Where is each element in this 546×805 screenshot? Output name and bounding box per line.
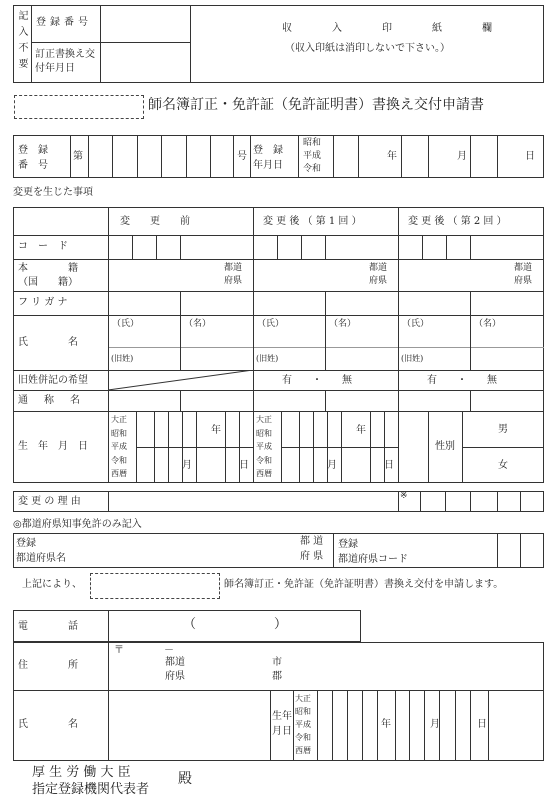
kinyu-fuyo-label: 記入不要 [16,10,27,74]
addr-city-1: 市 [272,657,282,668]
app-era-seireki: 西暦 [295,746,311,755]
birth-era-1-3: 令和 [256,455,272,465]
sei-after2: （氏） [402,319,430,329]
applicant-birth-cell-divider [424,690,425,761]
pref-note: ◎都道府県知事免許のみ記入 [13,519,142,530]
app-era-taisho: 大正 [295,694,311,703]
reg-label-2: 番 号 [18,160,48,171]
yes-no-after2[interactable]: 有 ・ 無 [427,375,497,386]
reg-number-label: 登録番号 [36,17,92,28]
pref-label-before-1: 都道 [224,263,243,273]
addressee-dono: 殿 [178,771,192,787]
applicant-birth-cell-divider [332,690,333,761]
kyusei-after1: (旧姓) [256,354,279,363]
revision-date-label: 訂正書換え交付年月日 [35,49,95,74]
applicant-birth-cell-divider [377,690,378,761]
sex-label: 性別 [435,441,455,452]
pref-code-label-1: 登録 [338,539,358,550]
birth-era-0-1: 昭和 [111,428,127,438]
mei-after1: （名） [329,319,357,329]
pref-suffix-1: 都 道 [300,536,324,547]
stamp-title-1: 収 [282,23,292,34]
reg-number-cell-divider [88,135,89,178]
birth-year-label-0: 年 [211,425,221,436]
pref-label-after2-2: 府県 [514,276,533,286]
birth-cell-divider [253,411,254,483]
reason-cell-divider [420,491,421,512]
applicant-birth-cell-divider [347,690,348,761]
era-heisei: 平成 [303,151,322,161]
reg-number-cell-divider [186,135,187,178]
stamp-title-5: 欄 [482,23,492,34]
reg-date-label-2: 年月日 [253,160,283,171]
era-showa: 昭和 [303,138,322,148]
birth-day-label-0: 日 [239,460,249,471]
col-before: 変 更 前 [120,216,190,227]
reg-year-label: 年 [387,151,397,162]
reg-month-label: 月 [457,151,467,162]
reg-number-cell-divider [233,135,234,178]
birth-month-label-1: 月 [327,460,337,471]
reg-pref-label-1: 登録 [16,538,36,549]
sei-after1: （氏） [257,319,285,329]
applicant-birth-cell-divider [455,690,456,761]
addr-pref-2: 府県 [165,671,185,682]
changes-heading: 変更を生じた事項 [13,187,93,198]
applicant-name-label: 氏 名 [18,719,78,730]
dai-label: 第 [73,151,83,162]
request-profession-input[interactable] [90,573,220,599]
honseki-label-1: 本 籍 [18,263,78,274]
birth-era-1-1: 昭和 [256,428,272,438]
code-cell-divider [132,235,133,259]
reg-number-cell-divider [210,135,211,178]
reg-label-1: 登 録 [18,145,48,156]
birth-year-label-1: 年 [356,425,366,436]
request-text: 師名簿訂正・免許証（免許証明書）書換え交付を申請します。 [224,579,504,590]
birth-mid-line [281,447,398,448]
reg-day-label: 日 [525,151,535,162]
changes-table [13,207,544,483]
pref-label-after1-2: 府県 [369,276,388,286]
mei-before: （名） [184,319,212,329]
applicant-birth-label-2: 月日 [272,726,292,737]
pref-row [13,533,544,568]
code-cell-divider [325,235,326,259]
birth-day-label-1: 日 [384,460,394,471]
code-cell-divider [301,235,302,259]
male-option[interactable]: 男 [498,424,508,435]
reg-number-cell-divider [112,135,113,178]
birth-month-label-0: 月 [182,460,192,471]
reason-row [13,491,544,512]
birth-era-1-4: 西暦 [256,469,272,478]
kyusei-after2: (旧姓) [401,354,424,363]
reg-pref-label-2: 都道府県名 [16,553,66,564]
phone-label: 電 話 [18,621,78,632]
postal-mark[interactable]: 〒 － [114,645,174,656]
addressee-line-2: 指定登録機関代表者 [32,782,150,797]
birth-era-0-0: 大正 [111,415,127,424]
request-prefix: 上記により、 [22,579,82,590]
addr-city-2: 郡 [272,671,282,682]
addressee-line-1: 厚 生 労 働 大 臣 [32,765,131,780]
reason-cell-divider [445,491,446,512]
applicant-birth-cell-divider [409,690,410,761]
reg-date-label-1: 登 録 [253,145,283,156]
stamp-title-4: 紙 [432,23,442,34]
code-cell-divider [470,235,471,259]
name-label: 氏 名 [18,337,78,348]
sei-before: （氏） [112,319,140,329]
addr-pref-1: 都道 [165,657,185,668]
kyusei-before: (旧姓) [111,354,134,363]
reason-cell-divider [497,491,498,512]
col-after-2: 変 更 後 （ 第 2 回 ） [408,216,507,227]
furigana-label: フ リ ガ ナ [18,297,68,308]
code-cell-divider [422,235,423,259]
birth-era-0-3: 令和 [111,455,127,465]
era-reiwa: 令和 [303,164,322,174]
stamp-note: （収入印紙は消印しないで下さい。） [285,43,450,54]
app-era-showa: 昭和 [295,707,311,716]
profession-input[interactable] [14,95,144,119]
code-cell-divider [156,235,157,259]
app-era-heisei: 平成 [295,720,311,729]
pref-label-after1-1: 都道 [369,263,388,273]
code-cell-divider [277,235,278,259]
pref-suffix-2: 府 県 [300,551,324,562]
birth-label: 生 年 月 日 [18,441,88,452]
mei-after2: （名） [474,319,502,329]
birth-era-0-2: 平成 [111,442,127,451]
reason-mark: ※ [400,491,408,501]
kyusei-wish-label: 旧姓併記の希望 [18,375,88,386]
app-year-label: 年 [381,719,391,730]
address-label: 住 所 [18,660,78,671]
applicant-birth-cell-divider [470,690,471,761]
birth-cell-divider [398,411,399,483]
pref-label-after2-1: 都道 [514,263,533,273]
app-month-label: 月 [430,719,440,730]
pref-label-before-2: 府県 [224,276,243,286]
female-option[interactable]: 女 [498,460,508,471]
code-label: コ ー ド [18,241,68,252]
reason-cell-divider [520,491,521,512]
birth-era-0-4: 西暦 [111,469,127,478]
kyusei-wish-diagonal [108,370,253,390]
app-day-label: 日 [477,719,487,730]
honseki-label-2: （国 籍） [18,277,78,288]
code-cell-divider [180,235,181,259]
phone-paren[interactable]: （ ） [183,617,288,632]
reg-number-cell-divider [161,135,162,178]
applicant-birth-cell-divider [488,690,489,761]
applicant-birth-cell-divider [395,690,396,761]
col-after-1: 変 更 後 （ 第 1 回 ） [263,216,362,227]
go-label: 号 [237,151,247,162]
applicant-birth-cell-divider [362,690,363,761]
form-title: 師名簿訂正・免許証（免許証明書）書換え交付申請書 [148,97,484,113]
code-cell-divider [446,235,447,259]
yes-no-after1[interactable]: 有 ・ 無 [282,375,352,386]
stamp-title-3: 印 [382,23,392,34]
applicant-birth-cell-divider [317,690,318,761]
applicant-birth-label-1: 生年 [272,711,292,722]
reason-label: 変 更 の 理 由 [18,496,81,507]
reg-number-cell-divider [137,135,138,178]
app-era-reiwa: 令和 [295,733,311,742]
reason-cell-divider [470,491,471,512]
birth-mid-line [136,447,253,448]
birth-era-1-0: 大正 [256,415,272,424]
alias-label: 通 称 名 [18,395,83,406]
birth-era-1-2: 平成 [256,442,272,451]
pref-code-label-2: 都道府県コード [338,554,408,565]
stamp-title-2: 入 [332,23,342,34]
